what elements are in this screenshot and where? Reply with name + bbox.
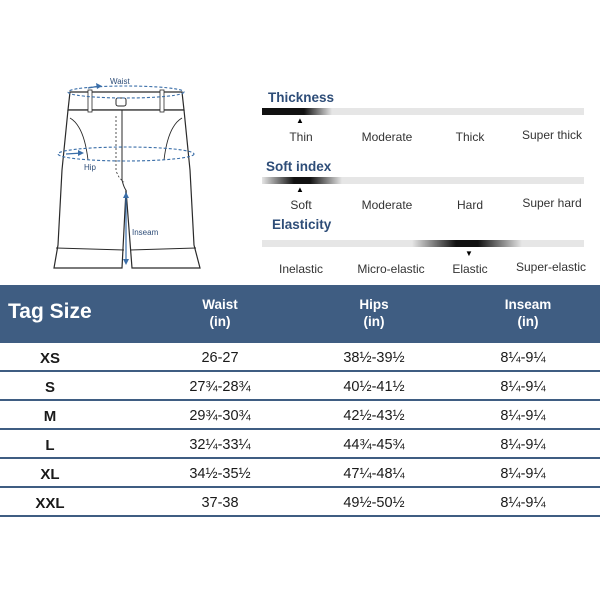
thickness-bar: [262, 108, 584, 115]
inseam-cell: 8¼-9¼: [500, 408, 546, 424]
hips-cell: 44¾-45¾: [343, 437, 405, 453]
waist-header: [150, 296, 290, 330]
up-triangle-icon: ▲: [296, 116, 304, 125]
thickness-option-thin: Thin: [289, 130, 313, 144]
waist-header-title: Waist: [202, 297, 238, 312]
soft-index-bar-fill: [262, 177, 342, 184]
hips-cell: 38½-39½: [343, 350, 405, 366]
size-table-header: [0, 285, 600, 343]
inseam-cell: 8¼-9¼: [500, 437, 546, 453]
table-row: [0, 403, 600, 430]
elasticity-bar: [262, 240, 584, 247]
table-row: [0, 490, 600, 517]
elasticity-option-inelastic: Inelastic: [278, 262, 324, 276]
table-row: [0, 345, 600, 372]
inseam-cell: 8¼-9¼: [500, 350, 546, 366]
hips-cell: 40½-41½: [343, 379, 405, 395]
inseam-label: Inseam: [132, 228, 159, 237]
thickness-option-super-thick: Super thick: [521, 128, 583, 142]
elasticity-title: Elasticity: [272, 217, 332, 232]
up-triangle-icon: ▲: [296, 185, 304, 194]
waist-cell: 27¾-28¾: [189, 379, 251, 395]
soft-index-bar: [262, 177, 584, 184]
hips-cell: 47¼-48¼: [343, 466, 405, 482]
table-row: [0, 461, 600, 488]
hips-cell: 42½-43½: [343, 408, 405, 424]
soft-option-super-hard: Super hard: [522, 196, 582, 210]
size-cell: M: [43, 408, 57, 425]
down-triangle-icon: ▼: [465, 249, 473, 258]
inseam-header: [458, 296, 598, 330]
hip-label: Hip: [84, 163, 97, 172]
table-row: [0, 374, 600, 401]
soft-option-soft: Soft: [290, 198, 312, 212]
elasticity-bar-fill: [412, 240, 522, 247]
waist-label: Waist: [110, 77, 130, 86]
inseam-cell: 8¼-9¼: [500, 379, 546, 395]
elasticity-option-elastic: Elastic: [452, 262, 488, 276]
size-cell: XL: [40, 466, 60, 483]
thickness-option-moderate: Moderate: [361, 130, 413, 144]
soft-index-title: Soft index: [266, 159, 332, 174]
thickness-title: Thickness: [268, 90, 335, 105]
waist-cell: 32¼-33¼: [189, 437, 251, 453]
waist-cell: 29¾-30¾: [189, 408, 251, 424]
size-cell: XXL: [35, 495, 65, 512]
waist-cell: 34½-35½: [189, 466, 251, 482]
inseam-header-title: Inseam: [504, 297, 552, 312]
size-cell: L: [45, 437, 55, 454]
waist-cell: 37-38: [201, 495, 239, 511]
tag-size-header: Tag Size: [8, 300, 92, 323]
fabric-properties: [262, 86, 592, 276]
hips-header-unit: (in): [363, 314, 385, 329]
waist-header-unit: (in): [209, 314, 231, 329]
inseam-cell: 8¼-9¼: [500, 495, 546, 511]
shorts-outline-illustration: [40, 60, 210, 275]
waist-cell: 26-27: [201, 350, 239, 366]
hips-header: [304, 296, 444, 330]
inseam-header-unit: (in): [517, 314, 539, 329]
hips-cell: 49½-50½: [343, 495, 405, 511]
inseam-cell: 8¼-9¼: [500, 466, 546, 482]
thickness-option-thick: Thick: [455, 130, 485, 144]
shorts-diagram: [40, 60, 210, 275]
elasticity-option-micro-elastic: Micro-elastic: [357, 262, 425, 276]
soft-option-hard: Hard: [456, 198, 483, 212]
hips-header-title: Hips: [359, 297, 389, 312]
thickness-bar-fill: [262, 108, 332, 115]
table-row: [0, 432, 600, 459]
size-cell: XS: [39, 350, 60, 367]
soft-option-moderate: Moderate: [361, 198, 413, 212]
elasticity-option-super-elastic: Super-elastic: [515, 260, 587, 274]
size-cell: S: [44, 379, 55, 396]
